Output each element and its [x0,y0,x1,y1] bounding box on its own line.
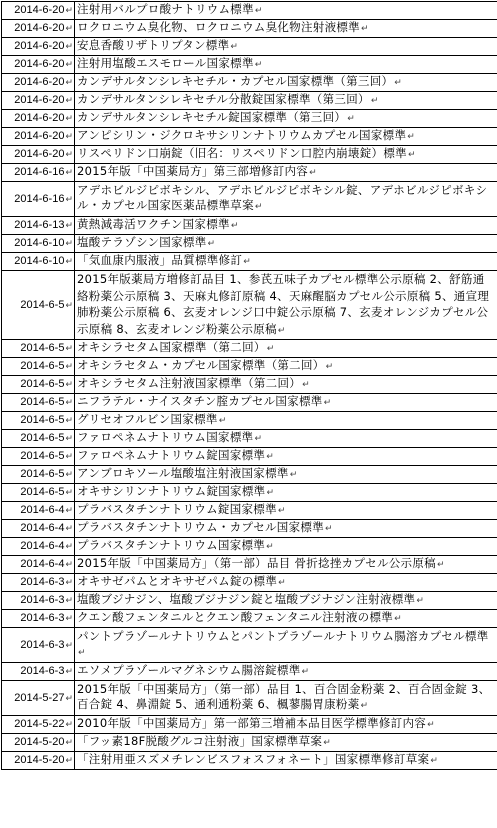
row-title: クエン酸フェンタニルとクエン酸フェンタニル注射液の標準↵ [75,610,497,628]
paragraph-mark-icon: ↵ [278,506,286,516]
row-date: 2014-6-20↵ [2,2,75,20]
paragraph-mark-icon: ↵ [408,150,416,160]
row-date: 2014-6-4↵ [2,538,75,556]
paragraph-mark-icon: ↵ [302,667,310,677]
paragraph-mark-icon: ↵ [65,23,73,33]
paragraph-mark-icon: ↵ [230,42,238,52]
table-row [2,663,497,681]
row-title: オキサゼパムとオキサゼパム錠の標準↵ [75,574,497,592]
paragraph-mark-icon: ↵ [407,132,415,142]
paragraph-mark-icon: ↵ [65,451,73,461]
paragraph-mark-icon: ↵ [394,78,402,88]
paragraph-mark-icon: ↵ [219,416,227,426]
table-row [2,484,497,502]
table-row [2,502,497,520]
row-title: 塩酸テラゾシン国家標準↵ [75,235,497,253]
standards-table [1,1,497,770]
table-row [2,74,497,92]
paragraph-mark-icon: ↵ [430,756,438,766]
table-row [2,466,497,484]
paragraph-mark-icon: ↵ [371,96,379,106]
row-title: 2015年版「中国薬局方」（第一部）品目 骨折捻挫カプセル公示原稿↵ [75,556,497,574]
paragraph-mark-icon: ↵ [309,168,317,178]
row-date: 2014-6-20↵ [2,92,75,110]
row-date: 2014-6-10↵ [2,253,75,271]
standards-table-body [2,2,497,770]
paragraph-mark-icon: ↵ [65,719,73,729]
row-title: グリセオフルビン国家標準↵ [75,412,497,430]
row-date: 2014-6-10↵ [2,235,75,253]
row-date: 2014-6-3↵ [2,663,75,681]
row-title: 塩酸ブジナジン、塩酸ブジナジン錠と塩酸ブジナジン注射液標準↵ [75,592,497,610]
row-date: 2014-6-4↵ [2,520,75,538]
row-title: カンデサルタンシレキセチル分散錠国家標準（第三回）↵ [75,92,497,110]
table-row [2,271,497,340]
row-date: 2014-6-16↵ [2,164,75,182]
paragraph-mark-icon: ↵ [231,221,239,231]
paragraph-mark-icon: ↵ [65,238,73,248]
row-title: 2015年版薬局方増修訂品目 1、参芪五味子カプセル標準公示原稿 2、舒筋通絡粉薬公示原稿 3、天麻丸修訂原稿 4、天麻醒脳カプセル公示原稿 5、通宣理肺粉薬公示原稿 6、玄麦オレンジ口中錠公示原稿 7、玄麦オレンジカプセル公示原稿 8、玄麦オレンジ粉薬公示原稿↵ [75,271,497,340]
paragraph-mark-icon: ↵ [65,469,73,479]
table-row [2,253,497,271]
table-row [2,610,497,628]
row-date: 2014-6-3↵ [2,610,75,628]
table-row [2,20,497,38]
paragraph-mark-icon: ↵ [361,24,369,34]
table-row [2,628,497,663]
row-date: 2014-6-20↵ [2,56,75,74]
row-date: 2014-5-20↵ [2,752,75,770]
row-title: エソメプラゾールマグネシウム腸溶錠標準↵ [75,663,497,681]
paragraph-mark-icon: ↵ [65,149,73,159]
row-title: 2015年版「中国薬局方」第三部増修訂内容↵ [75,164,497,182]
row-date: 2014-6-4↵ [2,556,75,574]
row-date: 2014-5-27↵ [2,681,75,716]
row-title: パントプラゾールナトリウムとパントプラゾールナトリウム腸溶カプセル標準↵ [75,628,497,663]
row-date: 2014-6-20↵ [2,20,75,38]
row-date: 2014-6-4↵ [2,502,75,520]
paragraph-mark-icon: ↵ [65,577,73,587]
paragraph-mark-icon: ↵ [278,578,286,588]
row-title: プラバスタチンナトリウム・カプセル国家標準↵ [75,520,497,538]
table-row [2,92,497,110]
row-date: 2014-6-5↵ [2,466,75,484]
table-row [2,752,497,770]
table-row [2,556,497,574]
paragraph-mark-icon: ↵ [65,5,73,15]
row-date: 2014-5-20↵ [2,734,75,752]
table-row [2,217,497,235]
row-title: 注射用バルプロ酸ナトリウム標準↵ [75,2,497,20]
paragraph-mark-icon: ↵ [427,720,435,730]
paragraph-mark-icon: ↵ [65,343,73,353]
paragraph-mark-icon: ↵ [65,77,73,87]
row-title: 黄熱減毒活ワクチン国家標準↵ [75,217,497,235]
table-row [2,182,497,217]
row-title: 安息香酸リザトリプタン標準↵ [75,38,497,56]
paragraph-mark-icon: ↵ [65,41,73,51]
row-date: 2014-6-20↵ [2,146,75,164]
paragraph-mark-icon: ↵ [255,202,263,212]
paragraph-mark-icon: ↵ [361,701,369,711]
row-title: 2015年版「中国薬局方」（第一部）品目 1、百合固金粉薬 2、百合固金錠 3、百合錠 4、鼻淵錠 5、通利通粉薬 6、楓蓼腸胃康粉薬↵ [75,681,497,716]
paragraph-mark-icon: ↵ [65,167,73,177]
row-title: 「フッ素18F脱酸グルコ注射液」国家標準草案↵ [75,734,497,752]
paragraph-mark-icon: ↵ [65,487,73,497]
row-title: ニフラテル・ナイスタチン腟カプセル国家標準↵ [75,394,497,412]
paragraph-mark-icon: ↵ [255,60,263,70]
row-date: 2014-6-5↵ [2,430,75,448]
paragraph-mark-icon: ↵ [208,239,216,249]
row-title: アンブロキソール塩酸塩注射液国家標準↵ [75,466,497,484]
paragraph-mark-icon: ↵ [266,542,274,552]
row-title: 注射用塩酸エスモロール国家標準↵ [75,56,497,74]
paragraph-mark-icon: ↵ [267,344,275,354]
paragraph-mark-icon: ↵ [254,434,262,444]
row-title: 「注射用亜スズメチレンビスフォスフォネート」国家標準修訂草案↵ [75,752,497,770]
paragraph-mark-icon: ↵ [324,398,332,408]
table-row [2,358,497,376]
paragraph-mark-icon: ↵ [394,614,402,624]
table-row [2,574,497,592]
table-row [2,520,497,538]
row-date: 2014-6-16↵ [2,182,75,217]
paragraph-mark-icon: ↵ [78,648,86,658]
paragraph-mark-icon: ↵ [347,114,355,124]
paragraph-mark-icon: ↵ [65,59,73,69]
paragraph-mark-icon: ↵ [65,505,73,515]
row-date: 2014-6-20↵ [2,38,75,56]
paragraph-mark-icon: ↵ [325,524,333,534]
row-title: アンピシリン・ジクロキサシリンナトリウムカプセル国家標準↵ [75,128,497,146]
paragraph-mark-icon: ↵ [65,595,73,605]
row-date: 2014-6-13↵ [2,217,75,235]
table-row [2,592,497,610]
table-row [2,340,497,358]
paragraph-mark-icon: ↵ [65,131,73,141]
paragraph-mark-icon: ↵ [290,470,298,480]
paragraph-mark-icon: ↵ [65,194,73,204]
table-row [2,412,497,430]
table-row [2,394,497,412]
paragraph-mark-icon: ↵ [65,397,73,407]
row-date: 2014-6-5↵ [2,448,75,466]
paragraph-mark-icon: ↵ [65,300,73,310]
row-title: アデホビルジピボキシル、アデホビルジピボキシル錠、アデホビルジピボキシル・カプセル国家医薬品標準草案↵ [75,182,497,217]
row-title: オキシラセタム注射液国家標準（第二回）↵ [75,376,497,394]
row-title: ロクロニウム臭化物、ロクロニウム臭化物注射液標準↵ [75,20,497,38]
row-title: プラバスタチンナトリウム国家標準↵ [75,538,497,556]
paragraph-mark-icon: ↵ [243,257,251,267]
table-row [2,146,497,164]
row-date: 2014-6-5↵ [2,271,75,340]
paragraph-mark-icon: ↵ [65,613,73,623]
table-row [2,110,497,128]
paragraph-mark-icon: ↵ [65,693,73,703]
paragraph-mark-icon: ↵ [65,379,73,389]
paragraph-mark-icon: ↵ [326,362,334,372]
table-row [2,128,497,146]
table-row [2,538,497,556]
row-date: 2014-6-20↵ [2,74,75,92]
row-date: 2014-6-20↵ [2,128,75,146]
table-row [2,716,497,734]
row-date: 2014-6-5↵ [2,376,75,394]
table-row [2,235,497,253]
paragraph-mark-icon: ↵ [323,738,331,748]
paragraph-mark-icon: ↵ [65,433,73,443]
row-title: カンデサルタンシレキセチル・カプセル国家標準（第三回）↵ [75,74,497,92]
table-row [2,164,497,182]
paragraph-mark-icon: ↵ [65,95,73,105]
paragraph-mark-icon: ↵ [65,256,73,266]
table-row [2,38,497,56]
paragraph-mark-icon: ↵ [65,666,73,676]
table-row [2,734,497,752]
row-date: 2014-6-5↵ [2,484,75,502]
row-date: 2014-6-3↵ [2,592,75,610]
row-date: 2014-6-3↵ [2,574,75,592]
row-title: 2010年版「中国薬局方」第一部第三増補本品目医学標準修訂内容↵ [75,716,497,734]
row-date: 2014-6-20↵ [2,110,75,128]
paragraph-mark-icon: ↵ [266,488,274,498]
table-row [2,430,497,448]
row-date: 2014-6-5↵ [2,340,75,358]
table-row [2,681,497,716]
row-title: ファロペネムナトリウム国家標準↵ [75,430,497,448]
row-title: オキサシリンナトリウム錠国家標準↵ [75,484,497,502]
paragraph-mark-icon: ↵ [65,523,73,533]
row-title: カンデサルタンシレキセチル錠国家標準（第三回）↵ [75,110,497,128]
row-title: ファロペネムナトリウム錠国家標準↵ [75,448,497,466]
row-date: 2014-5-22↵ [2,716,75,734]
paragraph-mark-icon: ↵ [255,6,263,16]
paragraph-mark-icon: ↵ [266,452,274,462]
paragraph-mark-icon: ↵ [65,559,73,569]
paragraph-mark-icon: ↵ [65,220,73,230]
row-date: 2014-6-3↵ [2,628,75,663]
paragraph-mark-icon: ↵ [437,560,445,570]
row-title: プラバスタチンナトリウム錠国家標準↵ [75,502,497,520]
row-title: オキシラセタム・カプセル国家標準（第二回）↵ [75,358,497,376]
table-row [2,376,497,394]
paragraph-mark-icon: ↵ [65,737,73,747]
paragraph-mark-icon: ↵ [65,640,73,650]
row-date: 2014-6-5↵ [2,394,75,412]
row-title: 「気血康内服液」品質標準修訂↵ [75,253,497,271]
row-title: オキシラセタム国家標準（第二回）↵ [75,340,497,358]
paragraph-mark-icon: ↵ [65,113,73,123]
paragraph-mark-icon: ↵ [302,380,310,390]
paragraph-mark-icon: ↵ [65,415,73,425]
table-row [2,448,497,466]
paragraph-mark-icon: ↵ [416,596,424,606]
paragraph-mark-icon: ↵ [278,326,286,336]
paragraph-mark-icon: ↵ [65,755,73,765]
table-row [2,56,497,74]
row-title: リスペリドン口崩錠（旧名：リスペリドン口腔内崩壊錠）標準↵ [75,146,497,164]
row-date: 2014-6-5↵ [2,412,75,430]
table-row [2,2,497,20]
paragraph-mark-icon: ↵ [65,361,73,371]
row-date: 2014-6-5↵ [2,358,75,376]
paragraph-mark-icon: ↵ [65,541,73,551]
